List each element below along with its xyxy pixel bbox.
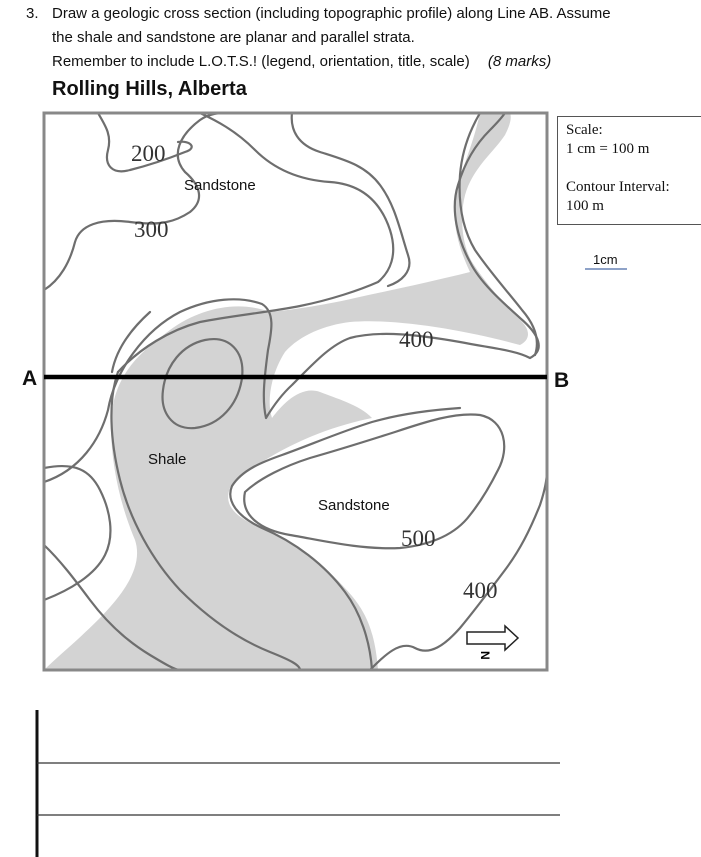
contour-label-300: 300 xyxy=(134,217,169,242)
question-line-1: Draw a geologic cross section (including topographic profile) along Line AB. Assume xyxy=(52,5,611,22)
scale-bar-label: 1cm xyxy=(593,252,618,267)
contour-label-500: 500 xyxy=(401,526,436,551)
line-label-b: B xyxy=(554,369,570,392)
map-title: Rolling Hills, Alberta xyxy=(52,78,247,100)
shale-label: Shale xyxy=(148,451,187,468)
scale-value: 1 cm = 100 m xyxy=(566,141,650,157)
question-line-2: the shale and sandstone are planar and parallel strata. xyxy=(52,29,415,46)
scale-info-box xyxy=(557,116,701,225)
contour-interval-value: 100 m xyxy=(566,198,604,214)
contour-label-400-mid: 400 xyxy=(399,327,434,352)
contour-label-400-low: 400 xyxy=(463,578,498,603)
north-label: N xyxy=(478,651,492,660)
question-number: 3. xyxy=(26,5,39,22)
sandstone-label-top: Sandstone xyxy=(184,177,256,194)
question-instruction: Remember to include L.O.T.S.! (legend, orientation, title, scale) xyxy=(52,53,470,70)
line-label-a: A xyxy=(22,367,38,390)
sandstone-label-bottom: Sandstone xyxy=(318,497,390,514)
scale-title: Scale: xyxy=(566,122,603,138)
arrow-right-icon xyxy=(467,626,518,650)
question-marks: (8 marks) xyxy=(487,53,552,70)
contour-interval-title: Contour Interval: xyxy=(566,179,670,195)
contour-label-200: 200 xyxy=(131,141,166,166)
